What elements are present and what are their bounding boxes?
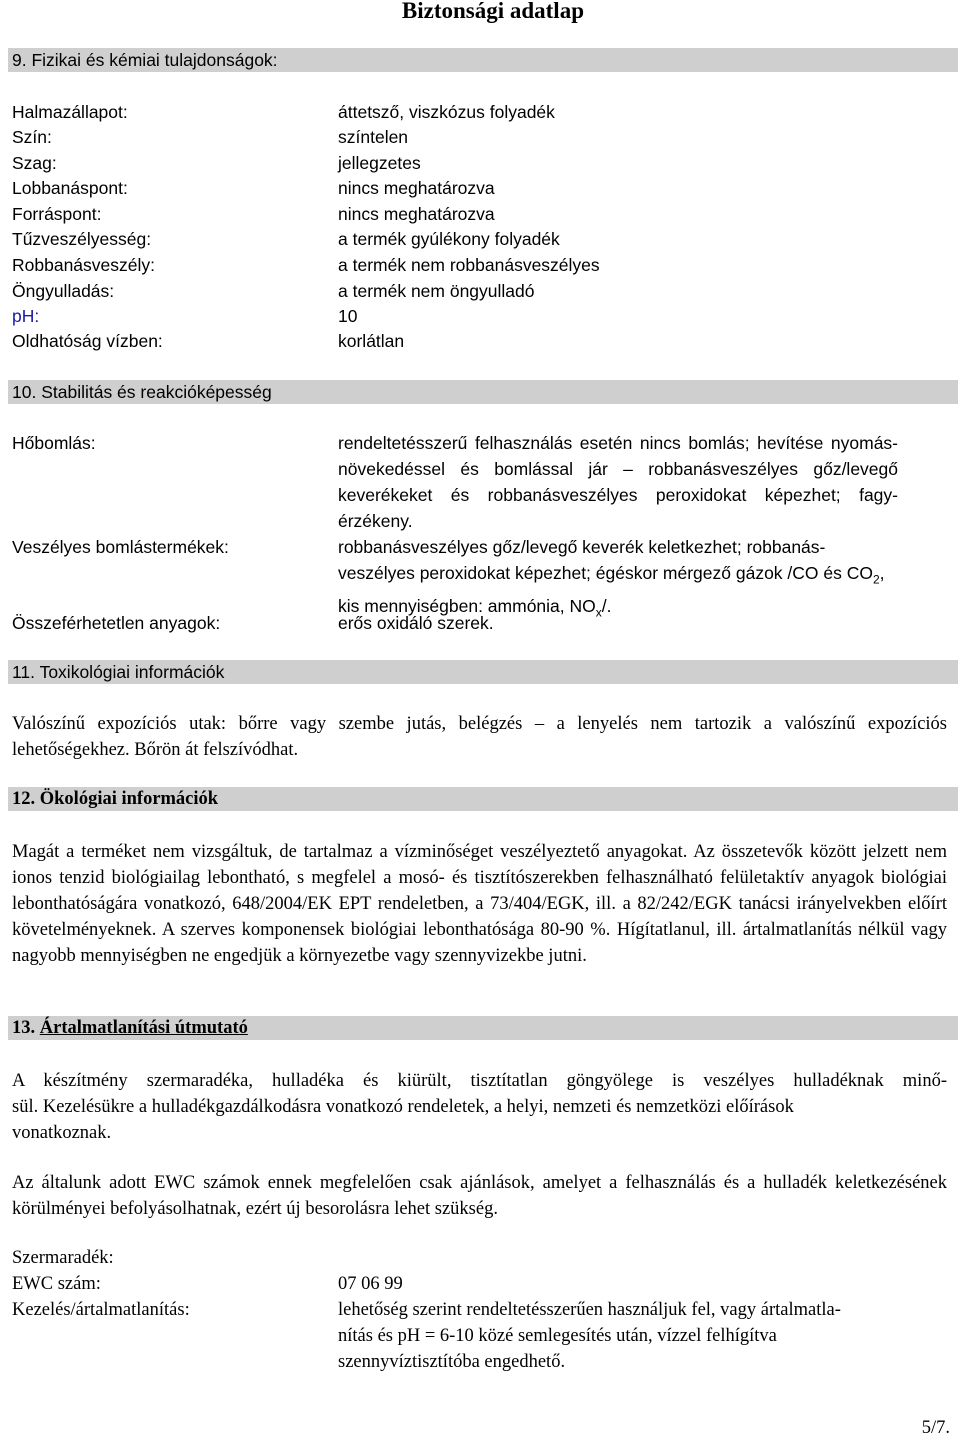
ewc-value: 07 06 99	[338, 1274, 403, 1294]
property-value: jellegzetes	[338, 153, 421, 173]
property-label: Oldhatóság vízben:	[12, 331, 163, 351]
property-label: Lobbanáspont:	[12, 178, 128, 198]
property-value: korlátlan	[338, 331, 405, 351]
property-label: Szín:	[12, 127, 52, 147]
property-value: áttetsző, viszkózus folyadék	[338, 102, 555, 122]
property-label: Halmazállapot:	[12, 102, 128, 122]
property-value: 10	[338, 306, 358, 326]
hobomlas-text: rendeltetésszerű felhasználás esetén nincs bomlás; hevítése nyomás-növekedéssel és bomlással jár – robbanásveszélyes gőz/levegő keverékeket és robbanásveszélyes peroxidokat képezhet; fagy-érzékeny.	[338, 433, 898, 531]
osszeferhetetlen-label: Összeférhetetlen anyagok:	[12, 613, 221, 633]
property-value: a termék nem öngyulladó	[338, 281, 535, 301]
property-value: színtelen	[338, 127, 409, 147]
section-10-heading: 10. Stabilitás és reakcióképesség	[8, 380, 958, 404]
property-label: pH:	[12, 306, 40, 326]
property-value: nincs meghatározva	[338, 204, 495, 224]
veszelyes-label: Veszélyes bomlástermékek:	[12, 537, 229, 557]
page-number: 5/7.	[921, 1418, 950, 1438]
property-label: Robbanásveszély:	[12, 255, 155, 275]
veszelyes-text: robbanásveszélyes gőz/levegő keverék keletkezhet; robbanás-veszélyes peroxidokat képezhet; égéskor mérgező gázok /CO és $CO_2$, kis mennyiségben: ammónia, $NO_x/$.	[338, 537, 885, 619]
property-value: nincs meghatározva	[338, 178, 495, 198]
ewc-label: EWC szám:	[12, 1274, 101, 1294]
section-11-text: Valószínű expozíciós utak: bőrre vagy szembe jutás, belégzés – a lenyelés nem tartozik a valószínű expozíciós lehetőségekhez. Bőrön át felszívódhat.	[12, 714, 947, 760]
property-label: Szag:	[12, 153, 57, 173]
osszeferhetetlen-text: erős oxidáló szerek.	[338, 613, 494, 633]
property-label: Öngyulladás:	[12, 281, 115, 301]
szermaradek-label: Szermaradék:	[12, 1248, 114, 1268]
property-label: Tűzveszélyesség:	[12, 229, 152, 249]
property-value: a termék gyúlékony folyadék	[338, 229, 560, 249]
document-title: Biztonsági adatlap	[401, 0, 584, 23]
kezeles-text: lehetőség szerint rendeltetésszerűen használjuk fel, vagy ártalmatla- nítás és pH = 6-10 közé semlegesítés után, vízzel felhígítva szennyvíztisztítóba engedhető.	[338, 1300, 841, 1372]
hobomlas-label: Hőbomlás:	[12, 433, 96, 453]
section-13-heading: 13. Ártalmatlanítási útmutató	[8, 1016, 958, 1040]
property-label: Forráspont:	[12, 204, 102, 224]
section-11-heading: 11. Toxikológiai információk	[8, 660, 958, 684]
kezeles-label: Kezelés/ártalmatlanítás:	[12, 1300, 190, 1320]
section-12-heading: 12. Ökológiai információk	[8, 787, 958, 811]
section-12-text: Magát a terméket nem vizsgáltuk, de tartalmaz a vízminőséget veszélyeztető anyagokat. Az összetevők között jelzett nem ionos tenzid biológiailag lebontható, s megfelel a mosó- és tisztítószerekben felhasználható felületaktív anyagok biológiai lebonthatóságára vonatkozó, 648/2004/EK EPT rendeletben, a 73/404/EGK, ill. a 82/242/EGK tanácsi irányelvekben előírt követelményeknek. A szerves komponensek biológiai lebonthatósága 80-90 %. Hígítatlanul, ill. ártalmatlanítás nélkül vagy nagyobb mennyiségben ne engedjük a környezetbe vagy szennyvizekbe jutni.	[12, 842, 947, 966]
section-9-heading: 9. Fizikai és kémiai tulajdonságok:	[8, 48, 958, 72]
section-13-paragraph-1: A készítmény szermaradéka, hulladéka és kiürült, tisztítatlan göngyölege is veszélyes hulladéknak minő- sül. Kezelésükre a hulladékgazdálkodásra vonatkozó rendeletek, a helyi, nemzeti és nemzetközi előírások vonatkoznak.	[12, 1071, 947, 1143]
property-value: a termék nem robbanásveszélyes	[338, 255, 600, 275]
section-13-paragraph-2: Az általunk adott EWC számok ennek megfelelően csak ajánlások, amelyet a felhasználás és a hulladék keletkezésének körülményei befolyásolhatnak, ezért új besorolásra lehet szükség.	[12, 1173, 947, 1219]
